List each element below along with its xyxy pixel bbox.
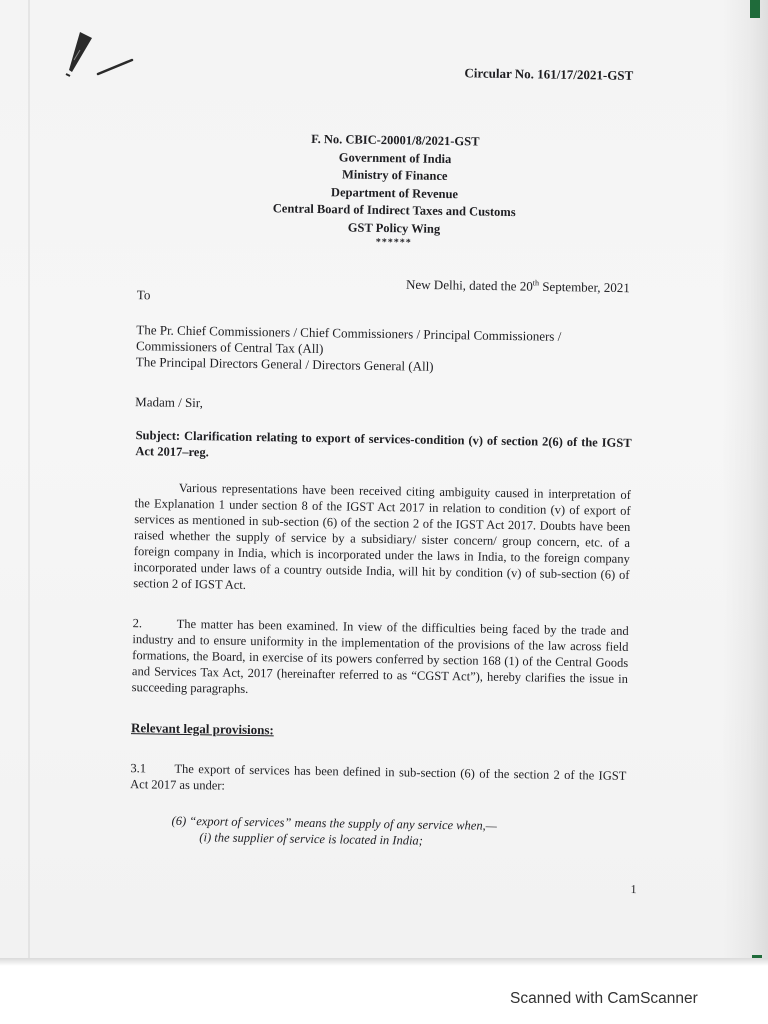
header-department: Department of Revenue [330, 184, 459, 201]
header-board: Central Board of Indirect Taxes and Customs [272, 201, 516, 220]
paragraph-text: The matter has been examined. In view of the difficulties being faced by the trade and industry and to ensure uniformity in the implementation of the provisions of the law across field formations, the Board, in exercise of its powers conferred by section 168 (1) of the Central Goods and Services Tax Act, 2017 (hereinafter referred to as “CGST Act”), hereby clarifies the issue in succeeding paragraphs. [131, 616, 629, 696]
quoted-provision [171, 813, 497, 850]
paragraph-number: 3.1 [130, 761, 147, 776]
addressee-line: The Principal Directors General / Directors General (All) [135, 354, 434, 374]
quote-line: (6) “export of services” means the supply of any service when,— [171, 813, 497, 833]
addressees [136, 322, 627, 378]
page-number: 1 [630, 881, 637, 897]
header-ministry: Ministry of Finance [341, 167, 448, 184]
paragraph-1: Various representations have been received citing ambiguity caused in interpretation of the Explanation 1 under section 8 of the IGST Act 2017 in relation to condition (v) of export of services as mentioned in sub-section (6) of the section 2 of the IGST Act 2017. Doubts have been raised whether the supply of service by a subsidiary/ sister concern/ group concern, etc. of a foreign company in India, which is incorporated under the laws in India, to the foreign company incorporated under laws of a country outside India, will hit by condition (v) of sub-section (6) of section 2 of IGST Act. [133, 480, 631, 592]
circular-number: Circular No. 161/17/2021-GST [464, 65, 634, 83]
paragraph-2 [132, 615, 629, 703]
subject-line: Subject: Clarification relating to export of services-condition (v) of section 2(6) of the IGST Act 2017–reg. [135, 428, 632, 460]
salutation: Madam / Sir, [135, 394, 204, 411]
header-separator: ****** [375, 236, 412, 249]
paragraph-text: The export of services has been defined in sub-section (6) of the section 2 of the IGST Act 2017 as under: [130, 761, 627, 793]
addressee-line: The Pr. Chief Commissioners / Chief Commissioners / Principal Commissioners / Commissioners of Central Tax (All) [135, 322, 562, 357]
header-government: Government of India [338, 149, 452, 166]
date-line: New Delhi, dated the 20th September, 2021 [405, 276, 630, 296]
section-heading: Relevant legal provisions: [130, 720, 274, 738]
scanner-watermark: Scanned with CamScanner [510, 990, 698, 1007]
paragraph-3-1 [130, 760, 626, 800]
file-number: F. No. CBIC-20001/8/2021-GST [311, 131, 480, 149]
quote-line: (i) the supplier of service is located in India; [199, 830, 424, 848]
header-wing: GST Policy Wing [347, 219, 441, 236]
issuing-authority-header [234, 130, 556, 252]
page-bottom-edge [0, 958, 768, 966]
to-label: To [136, 287, 151, 303]
paragraph-number: 2. [132, 616, 143, 631]
